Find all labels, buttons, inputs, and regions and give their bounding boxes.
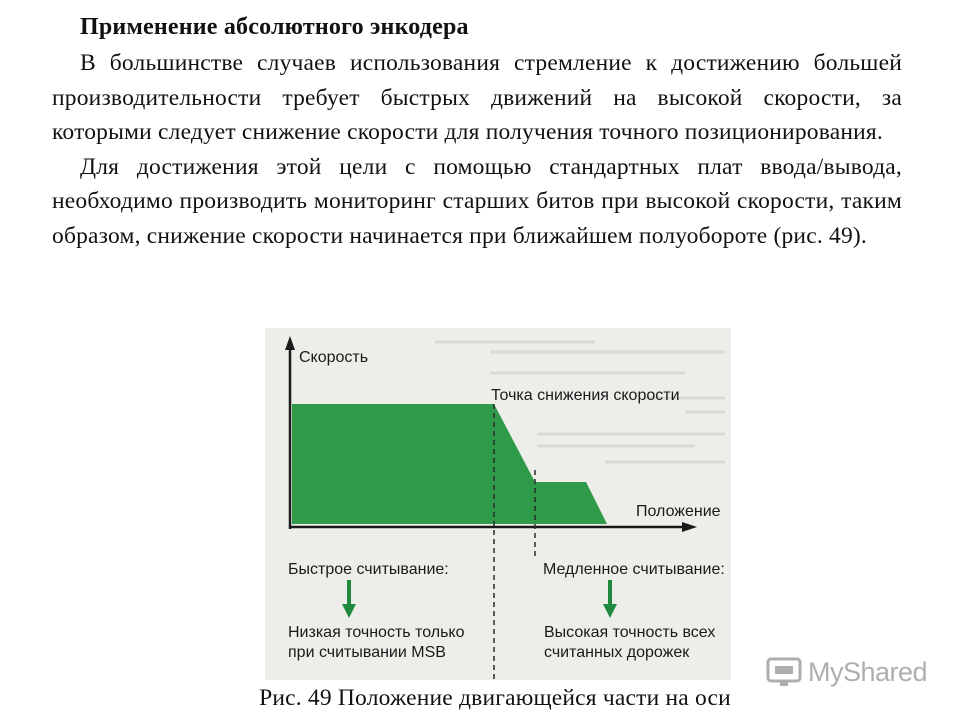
decel-point-label: Точка снижения скорости: [491, 387, 680, 404]
paragraph-2: Для достижения этой цели с помощью стандартных плат ввода/вывода, необходимо производить мониторинг старших битов при высокой скорости, таким образом, снижение скорости начинается при ближайшем полуобороте (рис. 49).: [52, 153, 902, 249]
section-title: Применение абсолютного энкодера: [80, 14, 469, 40]
fast-read-label: Быстрое считывание:: [288, 561, 449, 578]
slow-result-line1: Высокая точность всех: [544, 624, 716, 641]
slow-result-line2: считанных дорожек: [544, 644, 690, 661]
x-axis-label: Положение: [636, 503, 721, 520]
y-axis-arrow-icon: [285, 336, 295, 350]
fast-result-line1: Низкая точность только: [288, 624, 465, 641]
y-axis-label: Скорость: [299, 349, 369, 366]
slow-read-down-arrow-icon: [603, 580, 617, 618]
figure-49: [265, 328, 731, 680]
figure-caption: Рис. 49 Положение двигающейся части на оси: [259, 685, 731, 711]
watermark-text: MyShared: [808, 656, 928, 687]
x-axis-arrow-icon: [682, 522, 697, 532]
slow-read-label: Медленное считывание:: [543, 561, 725, 578]
fast-read-down-arrow-icon: [342, 580, 356, 618]
fast-result-line2: при считывании MSB: [288, 644, 446, 661]
speed-position-diagram: [265, 328, 731, 680]
document-body: [52, 12, 902, 253]
speed-profile-area: [292, 404, 607, 524]
paragraph-1: В большинстве случаев использования стремление к достижению большей производительности требует быстрых движений на высокой скорости, за которыми следует снижение скорости для получения точного позиционирования.: [52, 50, 902, 145]
